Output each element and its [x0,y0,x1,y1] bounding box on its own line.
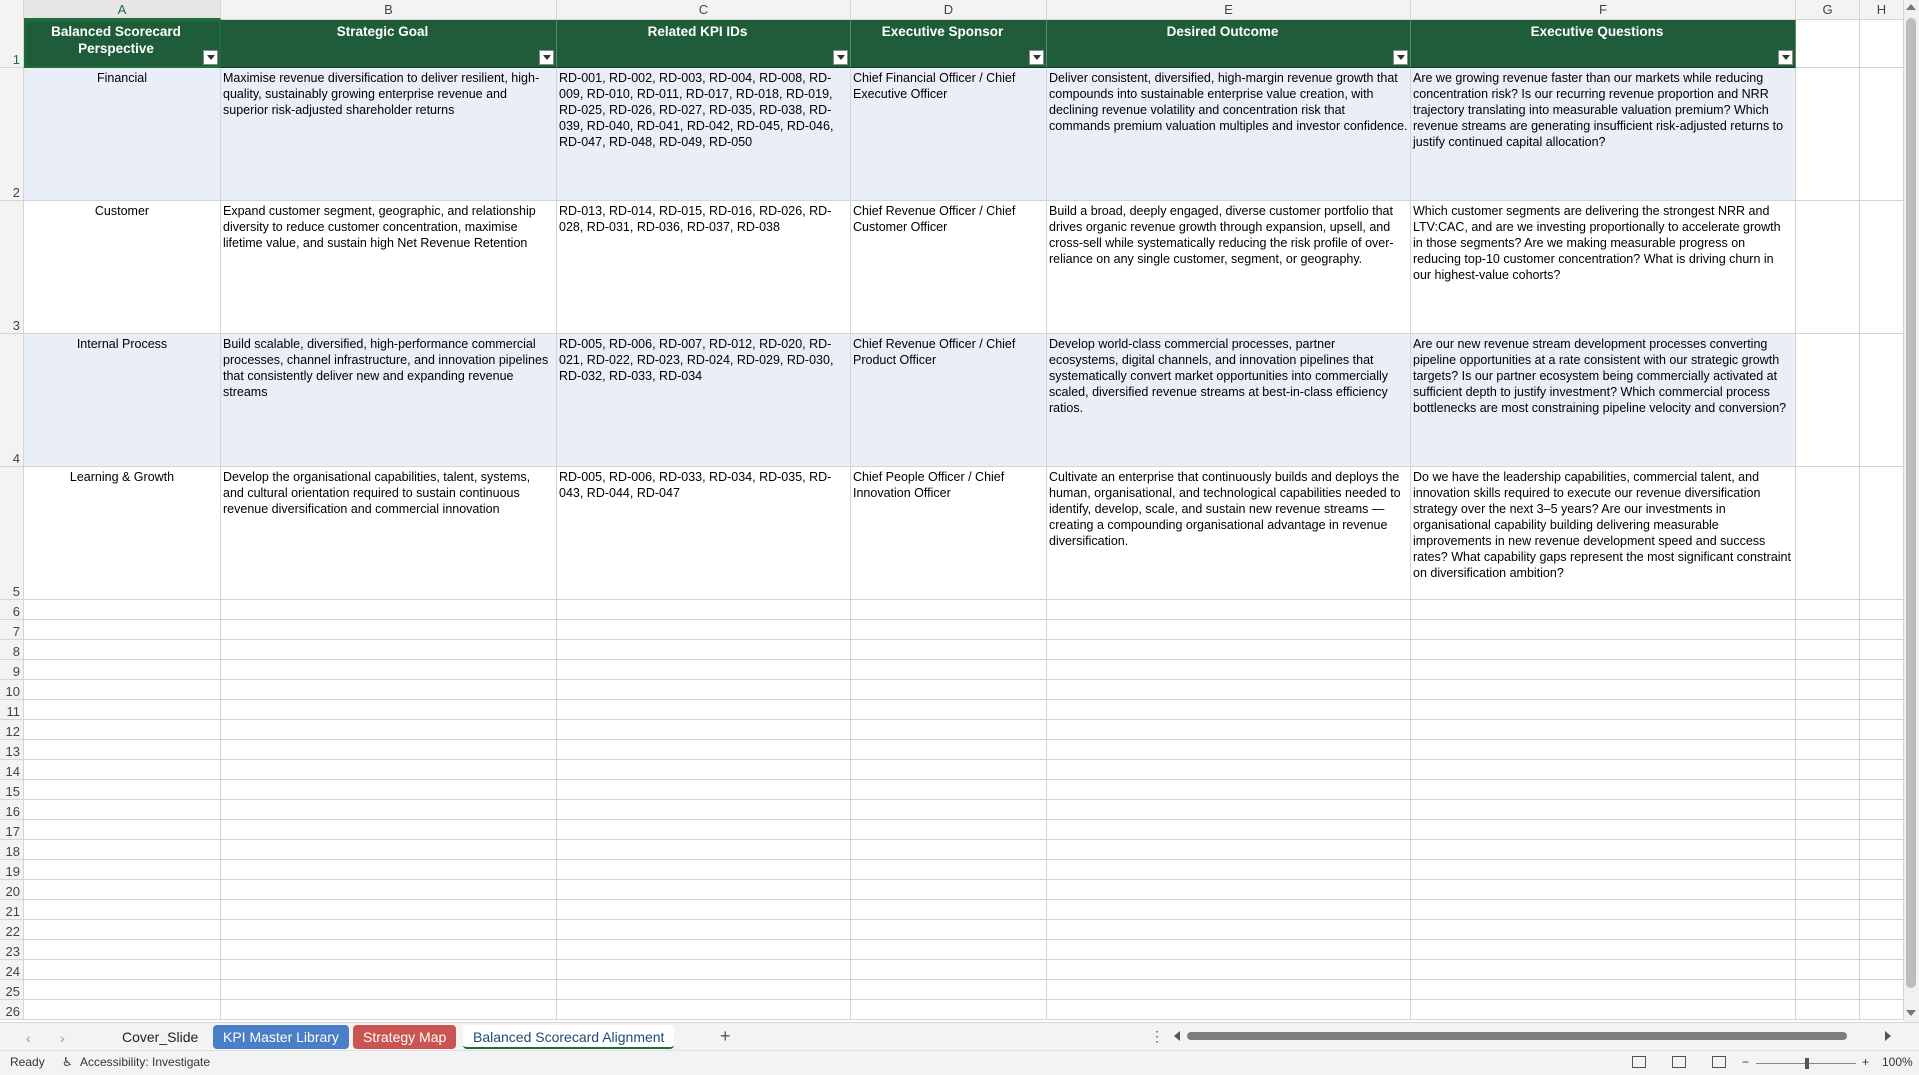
empty-cell[interactable] [1796,467,1860,600]
prev-sheet-icon[interactable]: ‹ [26,1030,31,1046]
column-header-e[interactable]: E [1047,0,1411,20]
add-sheet-icon[interactable]: + [720,1026,731,1046]
empty-cell[interactable] [1047,680,1411,700]
empty-cell[interactable] [221,660,557,680]
empty-cell[interactable] [1860,800,1904,820]
header-label: Desired Outcome [1166,24,1279,39]
empty-cell[interactable] [1860,900,1904,920]
empty-cell[interactable] [24,700,221,720]
empty-cell[interactable] [1860,880,1904,900]
filter-dropdown-icon[interactable] [203,50,218,65]
sheet-tab-strategy-map[interactable]: Strategy Map [353,1025,456,1049]
empty-cell[interactable] [851,800,1047,820]
empty-cell[interactable] [221,980,557,1000]
empty-cell[interactable] [1047,760,1411,780]
empty-cell[interactable] [221,620,557,640]
table-cell[interactable]: RD-013, RD-014, RD-015, RD-016, RD-026, RD-028, RD-031, RD-036, RD-037, RD-038 [557,201,851,334]
header-label: Executive Sponsor [881,24,1004,39]
row-header-18[interactable]: 18 [0,840,24,860]
empty-cell[interactable] [1860,68,1904,201]
empty-cell[interactable] [24,860,221,880]
empty-cell[interactable] [557,720,851,740]
empty-cell[interactable] [1860,1000,1904,1020]
scroll-up-icon[interactable] [1906,4,1916,10]
table-cell[interactable]: Develop the organisational capabilities, talent, systems, and cultural orientation required to sustain continuous revenue diversification and commercial innovation [221,467,557,600]
empty-cell[interactable] [851,740,1047,760]
empty-cell[interactable] [1796,68,1860,201]
empty-cell[interactable] [557,1000,851,1020]
row-header-5[interactable]: 5 [0,467,24,600]
row-header-6[interactable]: 6 [0,600,24,620]
row-header-26[interactable]: 26 [0,1000,24,1020]
row-header-8[interactable]: 8 [0,640,24,660]
vertical-scroll-thumb[interactable] [1906,18,1916,988]
empty-cell[interactable] [24,1000,221,1020]
empty-cell[interactable] [1860,720,1904,740]
empty-cell[interactable] [1047,700,1411,720]
empty-cell[interactable] [1860,680,1904,700]
empty-cell[interactable] [1860,620,1904,640]
empty-cell[interactable] [1047,800,1411,820]
empty-cell[interactable] [1047,620,1411,640]
empty-cell[interactable] [221,1000,557,1020]
empty-cell[interactable] [1796,20,1860,68]
empty-cell[interactable] [1047,640,1411,660]
sheet-tab-cover-slide[interactable]: Cover_Slide [122,1029,199,1045]
page-layout-view-icon[interactable] [1672,1056,1686,1068]
table-header-executive-sponsor[interactable] [851,20,1047,68]
empty-cell[interactable] [557,660,851,680]
empty-cell[interactable] [1796,740,1860,760]
table-header-desired-outcome[interactable] [1047,20,1411,68]
table-cell[interactable]: Learning & Growth [24,467,221,600]
row-header-16[interactable]: 16 [0,800,24,820]
empty-cell[interactable] [1411,920,1796,940]
column-header-c[interactable]: C [557,0,851,20]
zoom-level[interactable]: 100% [1882,1055,1913,1069]
filter-dropdown-icon[interactable] [1393,50,1408,65]
row-header-12[interactable]: 12 [0,720,24,740]
empty-cell[interactable] [1796,720,1860,740]
empty-cell[interactable] [24,900,221,920]
row-header-9[interactable]: 9 [0,660,24,680]
empty-cell[interactable] [1047,880,1411,900]
empty-cell[interactable] [221,720,557,740]
row-header-7[interactable]: 7 [0,620,24,640]
empty-cell[interactable] [1047,1000,1411,1020]
empty-cell[interactable] [1796,780,1860,800]
empty-cell[interactable] [221,920,557,940]
empty-cell[interactable] [1860,860,1904,880]
more-options-icon[interactable]: ⋮ [1150,1028,1164,1044]
empty-cell[interactable] [557,860,851,880]
empty-cell[interactable] [24,960,221,980]
table-cell[interactable]: Which customer segments are delivering the strongest NRR and LTV:CAC, and are we investing proportionally to accelerate growth in those segments? Are we making measurable progress on reducing top-10 customer concentration? What is driving churn in our highest-value cohorts? [1411,201,1796,334]
empty-cell[interactable] [851,860,1047,880]
empty-cell[interactable] [221,960,557,980]
empty-cell[interactable] [24,640,221,660]
scroll-right-icon[interactable] [1885,1031,1891,1041]
empty-cell[interactable] [1411,840,1796,860]
empty-cell[interactable] [1860,740,1904,760]
empty-cell[interactable] [1047,900,1411,920]
empty-cell[interactable] [1796,800,1860,820]
table-cell[interactable]: RD-005, RD-006, RD-007, RD-012, RD-020, RD-021, RD-022, RD-023, RD-024, RD-029, RD-030, RD-032, RD-033, RD-034 [557,334,851,467]
table-cell[interactable]: Chief Revenue Officer / Chief Product Officer [851,334,1047,467]
select-all-corner[interactable] [0,0,24,20]
empty-cell[interactable] [851,1000,1047,1020]
empty-cell[interactable] [1047,980,1411,1000]
table-cell[interactable]: Maximise revenue diversification to deliver resilient, high-quality, sustainably growing enterprise revenue and superior risk-adjusted shareholder returns [221,68,557,201]
empty-cell[interactable] [1411,960,1796,980]
empty-cell[interactable] [851,820,1047,840]
empty-cell[interactable] [851,840,1047,860]
empty-cell[interactable] [24,600,221,620]
empty-cell[interactable] [1860,201,1904,334]
table-cell[interactable]: Chief Revenue Officer / Chief Customer Officer [851,201,1047,334]
empty-cell[interactable] [1047,960,1411,980]
empty-cell[interactable] [221,600,557,620]
empty-cell[interactable] [1796,680,1860,700]
filter-dropdown-icon[interactable] [833,50,848,65]
table-cell[interactable]: Chief People Officer / Chief Innovation Officer [851,467,1047,600]
empty-cell[interactable] [1411,700,1796,720]
column-header-a[interactable]: A [24,0,221,20]
empty-cell[interactable] [1796,600,1860,620]
next-sheet-icon[interactable]: › [60,1030,65,1046]
row-header-11[interactable]: 11 [0,700,24,720]
empty-cell[interactable] [1796,900,1860,920]
row-header-13[interactable]: 13 [0,740,24,760]
table-cell[interactable]: Build scalable, diversified, high-performance commercial processes, channel infrastructure, and innovation pipelines that consistently deliver new and expanding revenue streams [221,334,557,467]
page-break-view-icon[interactable] [1712,1056,1726,1068]
zoom-out-icon[interactable]: − [1742,1055,1750,1069]
empty-cell[interactable] [1796,860,1860,880]
empty-cell[interactable] [1411,680,1796,700]
empty-cell[interactable] [221,760,557,780]
table-cell[interactable]: Customer [24,201,221,334]
empty-cell[interactable] [1860,700,1904,720]
row-header-24[interactable]: 24 [0,960,24,980]
empty-cell[interactable] [557,740,851,760]
empty-cell[interactable] [24,660,221,680]
empty-cell[interactable] [221,740,557,760]
empty-cell[interactable] [1796,334,1860,467]
empty-cell[interactable] [1411,720,1796,740]
empty-cell[interactable] [1860,940,1904,960]
empty-cell[interactable] [1796,201,1860,334]
empty-cell[interactable] [221,800,557,820]
empty-cell[interactable] [851,920,1047,940]
empty-cell[interactable] [221,940,557,960]
empty-cell[interactable] [851,980,1047,1000]
sheet-tab-kpi-master-library[interactable]: KPI Master Library [213,1025,349,1049]
column-header-g[interactable]: G [1796,0,1860,20]
accessibility-status[interactable]: Accessibility: Investigate [80,1055,211,1069]
empty-cell[interactable] [1860,920,1904,940]
empty-cell[interactable] [557,880,851,900]
empty-cell[interactable] [851,600,1047,620]
empty-cell[interactable] [851,780,1047,800]
empty-cell[interactable] [1411,760,1796,780]
empty-cell[interactable] [1796,620,1860,640]
empty-cell[interactable] [1411,800,1796,820]
empty-cell[interactable] [1411,900,1796,920]
empty-cell[interactable] [1411,860,1796,880]
column-header-d[interactable]: D [851,0,1047,20]
empty-cell[interactable] [851,880,1047,900]
filter-dropdown-icon[interactable] [539,50,554,65]
empty-cell[interactable] [221,820,557,840]
empty-cell[interactable] [221,900,557,920]
empty-cell[interactable] [1411,600,1796,620]
table-header-kpi-ids[interactable] [557,20,851,68]
empty-cell[interactable] [1411,820,1796,840]
empty-cell[interactable] [1411,940,1796,960]
table-header-executive-questions[interactable] [1411,20,1796,68]
empty-cell[interactable] [1796,980,1860,1000]
empty-cell[interactable] [1047,840,1411,860]
table-cell[interactable]: Financial [24,68,221,201]
scroll-left-icon[interactable] [1174,1031,1180,1041]
empty-cell[interactable] [24,740,221,760]
table-header-strategic-goal[interactable] [221,20,557,68]
empty-cell[interactable] [1860,840,1904,860]
row-header-22[interactable]: 22 [0,920,24,940]
empty-cell[interactable] [221,700,557,720]
empty-cell[interactable] [557,600,851,620]
empty-cell[interactable] [1047,660,1411,680]
empty-cell[interactable] [851,700,1047,720]
empty-cell[interactable] [557,840,851,860]
empty-cell[interactable] [24,940,221,960]
filter-dropdown-icon[interactable] [1778,50,1793,65]
empty-cell[interactable] [1860,980,1904,1000]
empty-cell[interactable] [1860,780,1904,800]
table-cell[interactable]: Do we have the leadership capabilities, commercial talent, and innovation skills required to execute our revenue diversification strategy over the next 3–5 years? Are our investments in organisational capability building delivering measurable improvements in new revenue development speed and success rates? What capability gaps represent the most significant constraint on diversification ambition? [1411,467,1796,600]
empty-cell[interactable] [24,920,221,940]
empty-cell[interactable] [1047,600,1411,620]
empty-cell[interactable] [1796,700,1860,720]
empty-cell[interactable] [1411,880,1796,900]
empty-cell[interactable] [1411,1000,1796,1020]
empty-cell[interactable] [1796,1000,1860,1020]
empty-cell[interactable] [851,760,1047,780]
row-header-3[interactable]: 3 [0,201,24,334]
row-header-20[interactable]: 20 [0,880,24,900]
row-header-23[interactable]: 23 [0,940,24,960]
empty-cell[interactable] [1860,334,1904,467]
empty-cell[interactable] [1047,940,1411,960]
table-cell[interactable]: Internal Process [24,334,221,467]
empty-cell[interactable] [557,920,851,940]
empty-cell[interactable] [24,720,221,740]
table-cell[interactable]: Deliver consistent, diversified, high-margin revenue growth that compounds into sustainable enterprise value creation, with declining revenue volatility and concentration risk that commands premium valuation multiples and investor confidence. [1047,68,1411,201]
empty-cell[interactable] [1411,620,1796,640]
table-cell[interactable]: RD-001, RD-002, RD-003, RD-004, RD-008, RD-009, RD-010, RD-011, RD-017, RD-018, RD-019, RD-025, RD-026, RD-027, RD-035, RD-038, RD-039, RD-040, RD-041, RD-042, RD-045, RD-046, RD-047, RD-048, RD-049, RD-050 [557,68,851,201]
table-cell[interactable]: Expand customer segment, geographic, and relationship diversity to reduce customer concentration, maximise lifetime value, and sustain high Net Revenue Retention [221,201,557,334]
sheet-tab-balanced-scorecard-alignment[interactable]: Balanced Scorecard Alignment [463,1025,674,1049]
empty-cell[interactable] [557,800,851,820]
empty-cell[interactable] [24,820,221,840]
empty-cell[interactable] [557,940,851,960]
row-header-14[interactable]: 14 [0,760,24,780]
empty-cell[interactable] [1047,780,1411,800]
header-label: Strategic Goal [336,24,429,39]
column-header-f[interactable]: F [1411,0,1796,20]
empty-cell[interactable] [24,840,221,860]
empty-cell[interactable] [1047,740,1411,760]
empty-cell[interactable] [1411,640,1796,660]
row-header-2[interactable]: 2 [0,68,24,201]
table-cell[interactable]: Build a broad, deeply engaged, diverse customer portfolio that drives organic revenue growth through expansion, upsell, and cross-sell while systematically reducing the risk profile of over-reliance on any single customer, segment, or geography. [1047,201,1411,334]
empty-cell[interactable] [557,640,851,660]
empty-cell[interactable] [24,760,221,780]
empty-cell[interactable] [557,960,851,980]
empty-cell[interactable] [1411,740,1796,760]
empty-cell[interactable] [1411,780,1796,800]
empty-cell[interactable] [24,980,221,1000]
empty-cell[interactable] [221,640,557,660]
empty-cell[interactable] [1796,760,1860,780]
empty-cell[interactable] [557,900,851,920]
accessibility-icon[interactable]: ♿︎ [62,1055,73,1069]
table-cell[interactable]: Cultivate an enterprise that continuously builds and deploys the human, organisational, and technological capabilities needed to identify, develop, scale, and sustain new revenue streams — creating a compounding organisational advantage in revenue diversification. [1047,467,1411,600]
empty-cell[interactable] [1796,840,1860,860]
empty-cell[interactable] [24,880,221,900]
row-header-1[interactable]: 1 [0,20,24,68]
empty-cell[interactable] [1411,980,1796,1000]
empty-cell[interactable] [1047,720,1411,740]
empty-cell[interactable] [557,780,851,800]
empty-cell[interactable] [1860,660,1904,680]
empty-cell[interactable] [851,660,1047,680]
empty-cell[interactable] [557,700,851,720]
empty-cell[interactable] [851,720,1047,740]
empty-cell[interactable] [557,820,851,840]
column-header-b[interactable]: B [221,0,557,20]
empty-cell[interactable] [1047,860,1411,880]
empty-cell[interactable] [1796,880,1860,900]
row-header-21[interactable]: 21 [0,900,24,920]
column-header-h[interactable]: H [1860,0,1904,20]
empty-cell[interactable] [221,780,557,800]
empty-cell[interactable] [1411,660,1796,680]
filter-dropdown-icon[interactable] [1029,50,1044,65]
empty-cell[interactable] [1860,467,1904,600]
status-ready: Ready [10,1055,45,1069]
empty-cell[interactable] [1860,820,1904,840]
empty-cell[interactable] [1860,20,1904,68]
header-label: Related KPI IDs [647,24,748,39]
table-cell[interactable]: Are our new revenue stream development processes converting pipeline opportunities at a rate consistent with our strategic growth targets? Is our partner ecosystem being commercially activated at sufficient depth to justify investment? Which commercial process bottlenecks are most constraining pipeline velocity and conversion? [1411,334,1796,467]
empty-cell[interactable] [557,620,851,640]
empty-cell[interactable] [1796,640,1860,660]
row-header-15[interactable]: 15 [0,780,24,800]
empty-cell[interactable] [557,760,851,780]
table-cell[interactable]: Chief Financial Officer / Chief Executive Officer [851,68,1047,201]
empty-cell[interactable] [851,940,1047,960]
empty-cell[interactable] [1860,640,1904,660]
empty-cell[interactable] [851,640,1047,660]
empty-cell[interactable] [1796,940,1860,960]
empty-cell[interactable] [1860,760,1904,780]
horizontal-scroll-thumb[interactable] [1187,1032,1847,1040]
row-header-17[interactable]: 17 [0,820,24,840]
row-header-25[interactable]: 25 [0,980,24,1000]
normal-view-icon[interactable] [1632,1056,1646,1068]
header-label: Executive Questions [1530,24,1664,39]
empty-cell[interactable] [851,620,1047,640]
empty-cell[interactable] [557,980,851,1000]
scroll-down-icon[interactable] [1906,1010,1916,1016]
header-label: Balanced Scorecard Perspective [51,24,181,56]
empty-cell[interactable] [1796,660,1860,680]
empty-cell[interactable] [24,620,221,640]
empty-cell[interactable] [24,780,221,800]
zoom-in-icon[interactable]: + [1862,1055,1870,1069]
empty-cell[interactable] [557,680,851,700]
row-header-19[interactable]: 19 [0,860,24,880]
row-header-4[interactable]: 4 [0,334,24,467]
empty-cell[interactable] [221,860,557,880]
empty-cell[interactable] [1047,920,1411,940]
empty-cell[interactable] [851,900,1047,920]
empty-cell[interactable] [24,800,221,820]
row-header-10[interactable]: 10 [0,680,24,700]
empty-cell[interactable] [1860,600,1904,620]
table-header-perspective[interactable] [24,20,221,68]
empty-cell[interactable] [1860,960,1904,980]
empty-cell[interactable] [1796,920,1860,940]
empty-cell[interactable] [851,680,1047,700]
table-cell[interactable]: Develop world-class commercial processes, partner ecosystems, digital channels, and innovation pipelines that systematically convert market opportunities into commercially scaled, diversified revenue streams at best-in-class efficiency ratios. [1047,334,1411,467]
empty-cell[interactable] [221,840,557,860]
empty-cell[interactable] [1047,820,1411,840]
empty-cell[interactable] [1796,960,1860,980]
table-cell[interactable]: Are we growing revenue faster than our markets while reducing concentration risk? Is our recurring revenue proportion and NRR trajectory translating into measurable valuation premium? Which revenue streams are generating insufficient risk-adjusted returns to justify continued capital allocation? [1411,68,1796,201]
zoom-slider-thumb[interactable] [1805,1058,1809,1069]
empty-cell[interactable] [1796,820,1860,840]
table-cell[interactable]: RD-005, RD-006, RD-033, RD-034, RD-035, RD-043, RD-044, RD-047 [557,467,851,600]
empty-cell[interactable] [221,880,557,900]
empty-cell[interactable] [24,680,221,700]
empty-cell[interactable] [221,680,557,700]
empty-cell[interactable] [851,960,1047,980]
